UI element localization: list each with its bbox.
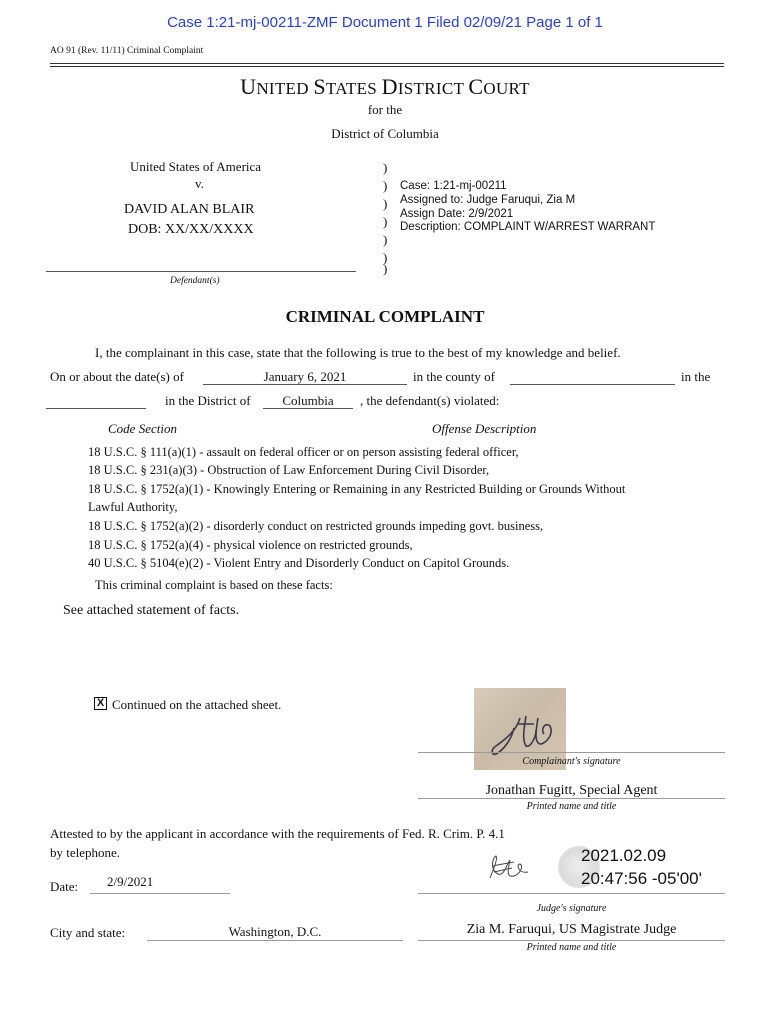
- defendant-label: Defendant(s): [170, 276, 220, 286]
- offense-line: 18 U.S.C. § 1752(a)(2) - disorderly conduct on restricted grounds impeding govt. business,: [88, 519, 544, 533]
- continued-checkbox[interactable]: X: [94, 697, 107, 710]
- complainant-printed-name: Jonathan Fugitt, Special Agent: [485, 783, 658, 798]
- judge-signature-line: [418, 893, 725, 894]
- defendant-name: DAVID ALAN BLAIR: [124, 202, 255, 217]
- for-the: for the: [367, 102, 403, 117]
- assigned-judge: Assigned to: Judge Faruqui, Zia M: [400, 194, 576, 206]
- continued-label: Continued on the attached sheet.: [112, 697, 282, 712]
- digital-stamp-date: 2021.02.09: [581, 846, 667, 865]
- offense-description-header: Offense Description: [432, 421, 537, 436]
- offense-line: Lawful Authority,: [88, 500, 178, 514]
- plaintiff: United States of America: [130, 159, 262, 174]
- judge-signature-label: Judge's signature: [536, 903, 607, 914]
- city-label: City and state:: [50, 925, 126, 940]
- offense-line: 40 U.S.C. § 5104(e)(2) - Violent Entry and Disorderly Conduct on Capitol Grounds.: [88, 556, 510, 570]
- header-rule: [50, 63, 724, 64]
- offense-line: 18 U.S.C. § 111(a)(1) - assault on federal officer or on person assisting federal officer,: [88, 445, 519, 459]
- offense-line: 18 U.S.C. § 1752(a)(4) - physical violence on restricted grounds,: [88, 538, 413, 552]
- case-description: Description: COMPLAINT W/ARREST WARRANT: [400, 221, 656, 233]
- complaint-heading: CRIMINAL COMPLAINT: [285, 307, 485, 326]
- in-the-label: in the: [681, 369, 711, 384]
- county-underline: [510, 384, 675, 385]
- judge-printed-name: Zia M. Faruqui, US Magistrate Judge: [466, 922, 677, 937]
- judge-name-line: [418, 940, 725, 941]
- county-label: in the county of: [413, 369, 495, 384]
- date-value: 2/9/2021: [107, 874, 154, 889]
- complainant-name-label: Printed name and title: [526, 801, 617, 812]
- digital-stamp-time: 20:47:56 -05'00': [581, 869, 702, 888]
- city-line: [147, 940, 403, 941]
- violated-label: , the defendant(s) violated:: [360, 393, 500, 408]
- header-rule-2: [50, 66, 724, 67]
- see-attached-label: See attached statement of facts.: [63, 603, 240, 618]
- attestation-text-line2: by telephone.: [50, 845, 121, 860]
- defendant-dob: DOB: XX/XX/XXXX: [128, 222, 254, 237]
- court-title: UNITED STATES DISTRICT COURT: [240, 74, 530, 99]
- judge-name-label: Printed name and title: [526, 942, 617, 953]
- district-name: District of Columbia: [331, 126, 439, 141]
- versus: v.: [195, 176, 204, 191]
- date-label: Date:: [50, 879, 79, 894]
- complaint-intro: I, the complainant in this case, state that the following is true to the best of my knowledge and belief.: [95, 345, 621, 360]
- based-on-label: This criminal complaint is based on these facts:: [95, 578, 333, 592]
- code-section-header: Code Section: [108, 421, 177, 436]
- judge-signature-image: [484, 848, 534, 888]
- case-number: Case: 1:21-mj-00211: [400, 180, 507, 192]
- ecf-header: Case 1:21-mj-00211-ZMF Document 1 Filed 02/09/21 Page 1 of 1: [167, 14, 603, 31]
- offense-line: 18 U.S.C. § 231(a)(3) - Obstruction of Law Enforcement During Civil Disorder,: [88, 463, 490, 477]
- form-id: AO 91 (Rev. 11/11) Criminal Complaint: [50, 46, 204, 56]
- date-line: [90, 893, 230, 894]
- complainant-name-line: [418, 798, 725, 799]
- offense-line: 18 U.S.C. § 1752(a)(1) - Knowingly Entering or Remaining in any Restricted Building or Grounds Without: [88, 482, 626, 496]
- on-or-about-label: On or about the date(s) of: [50, 369, 184, 384]
- complainant-signature-label: Complainant's signature: [522, 756, 621, 767]
- blank-underline: [46, 408, 146, 409]
- district-label: in the District of: [165, 393, 251, 408]
- attestation-text-line1: Attested to by the applicant in accordance with the requirements of Fed. R. Crim. P. 4.1: [50, 826, 505, 841]
- complainant-signature-line: [418, 752, 725, 753]
- city-value: Washington, D.C.: [228, 924, 322, 939]
- judge-scribble-icon: [484, 848, 534, 888]
- offense-date: January 6, 2021: [263, 369, 347, 384]
- assign-date: Assign Date: 2/9/2021: [400, 208, 514, 220]
- district-value: Columbia: [282, 393, 334, 408]
- defendant-line: [46, 271, 356, 272]
